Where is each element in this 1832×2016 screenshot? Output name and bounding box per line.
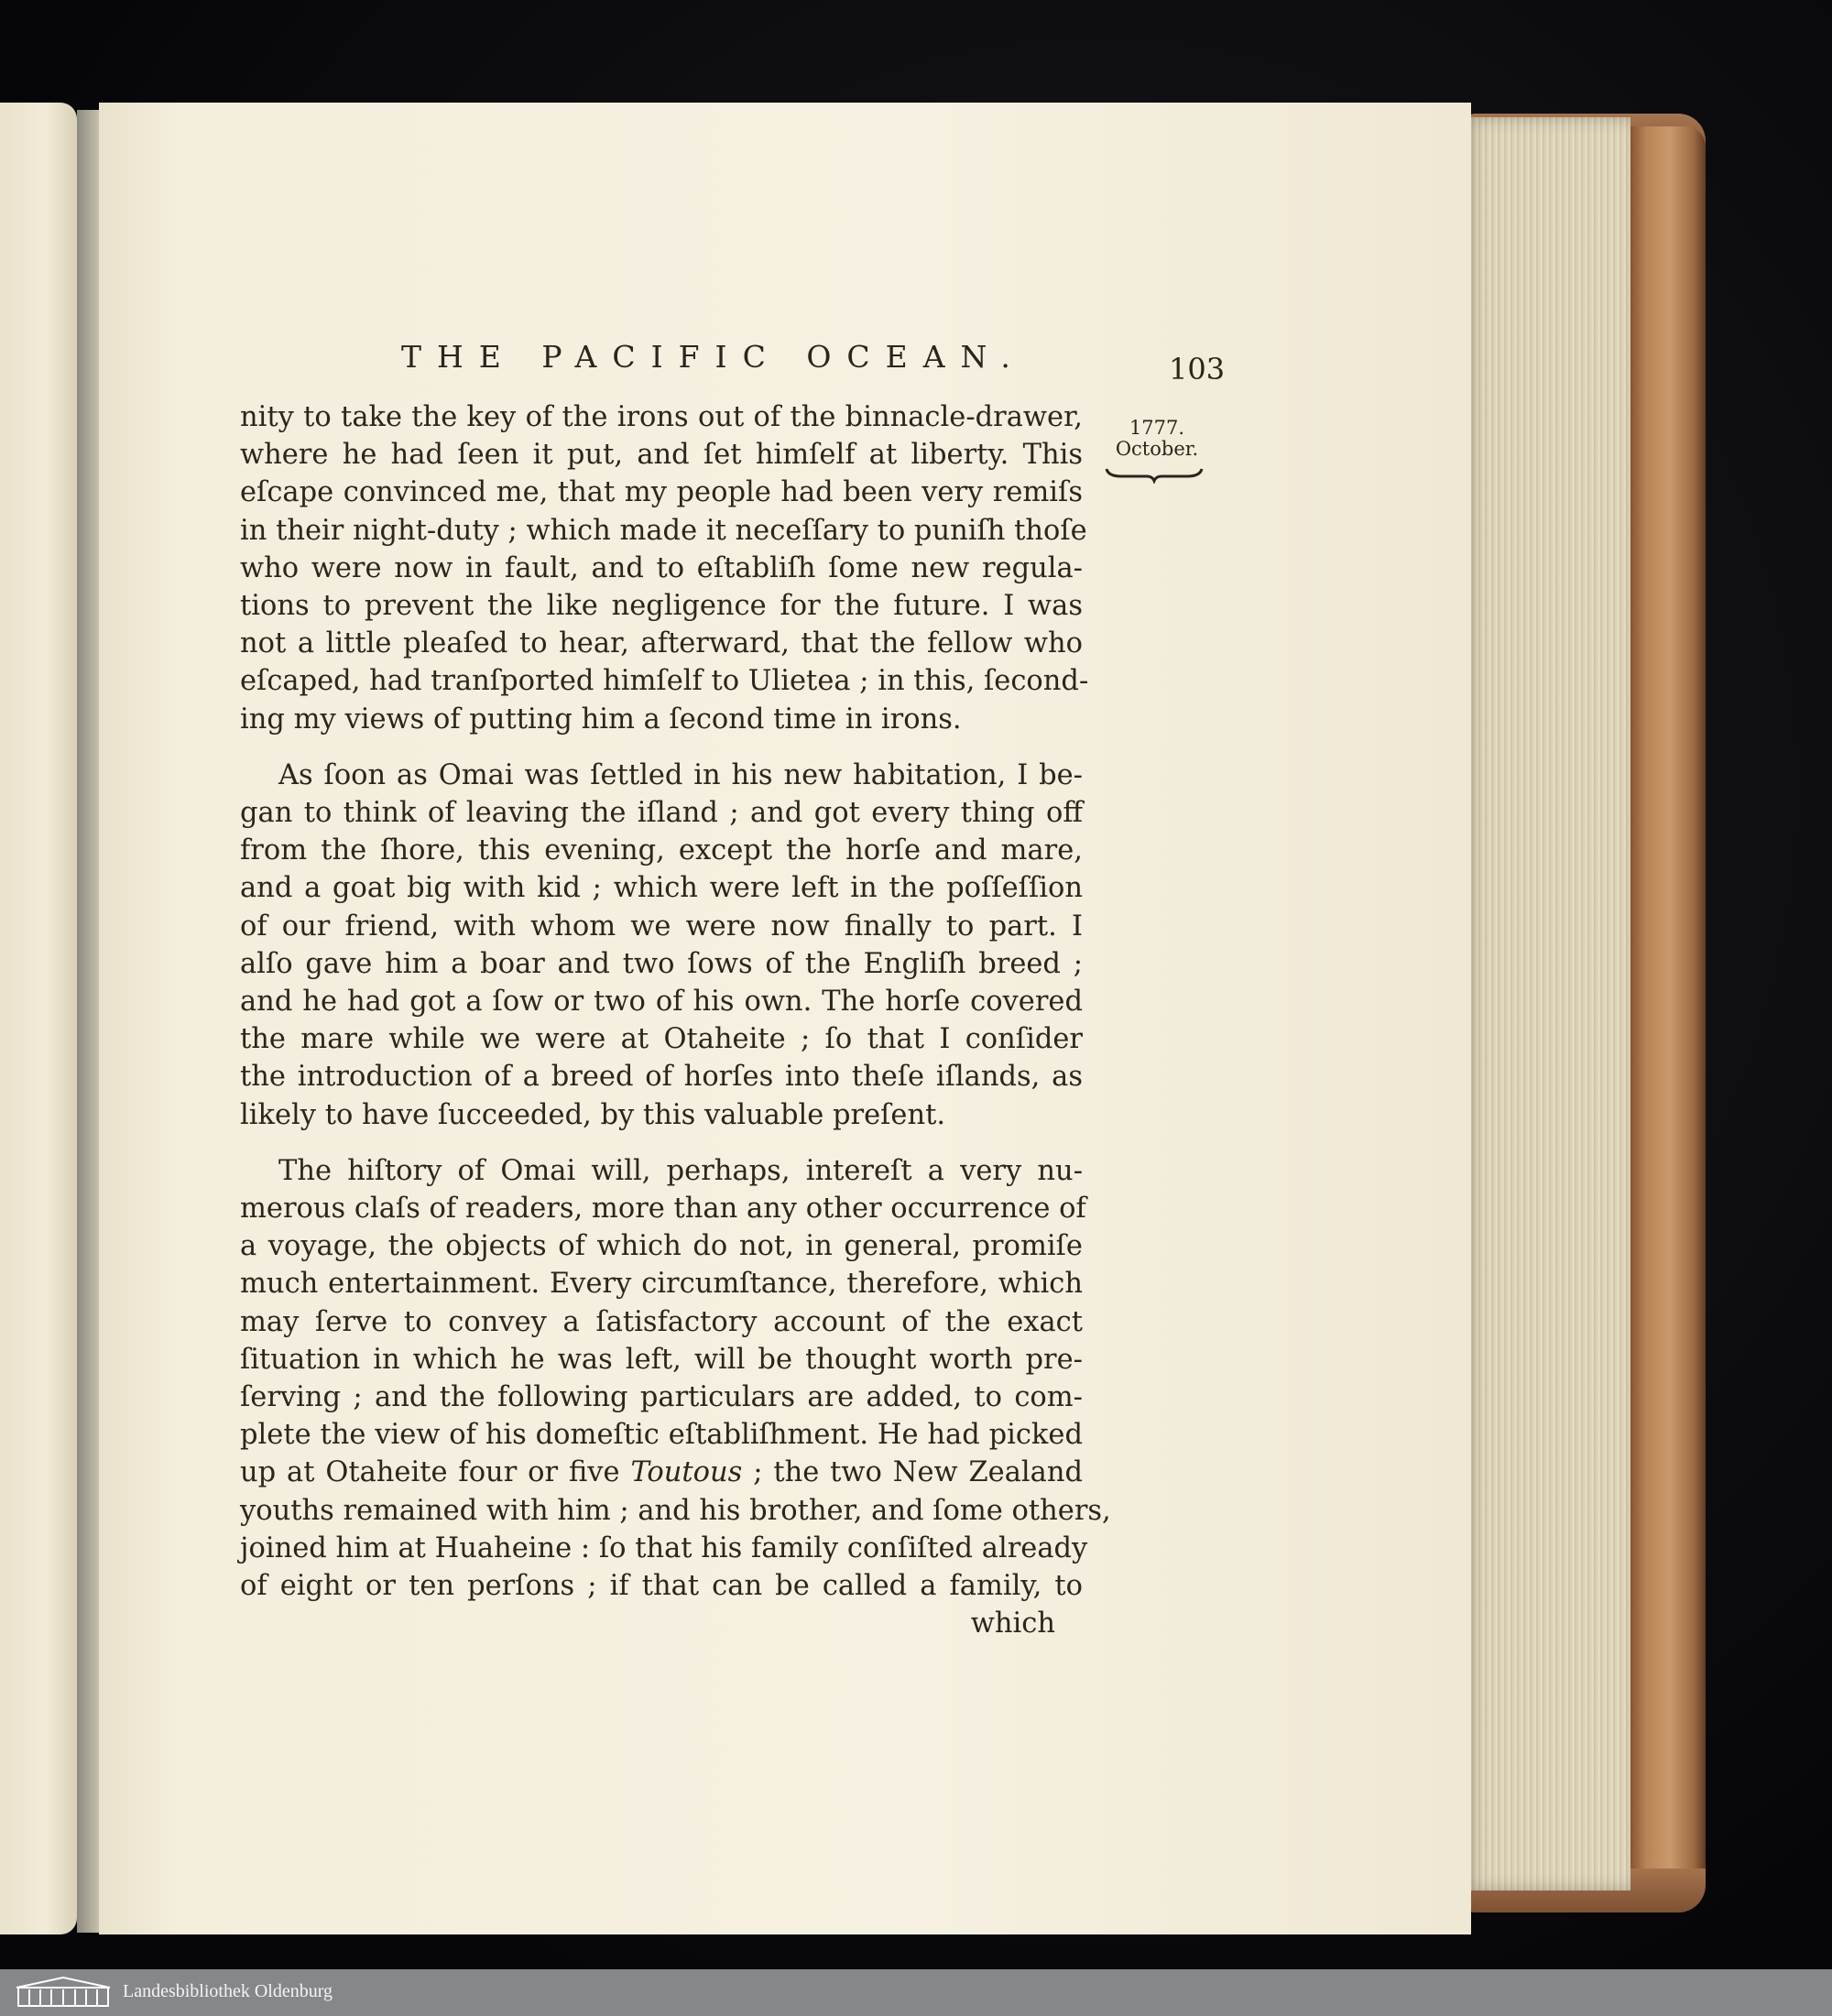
text-line: may ſerve to convey a ſatisfactory account of the exact [240, 1305, 1083, 1338]
text-line: ing my views of putting him a ſecond time in irons. [240, 703, 962, 736]
text-line: nity to take the key of the irons out of the binnacle-drawer, [240, 401, 1083, 433]
text-line: ſerving ; and the following particulars are added, to com- [240, 1381, 1083, 1414]
text-line: plete the view of his domeſtic eſtabliſhment. He had picked [240, 1419, 1083, 1452]
text-line: a voyage, the objects of which do not, in general, promiſe [240, 1230, 1083, 1263]
text-line: from the ſhore, this evening, except the horſe and mare, [240, 834, 1083, 867]
text-line: The hiſtory of Omai will, perhaps, intereſt a very nu- [278, 1154, 1083, 1187]
library-building-icon [13, 1975, 114, 2010]
leather-binding [1627, 126, 1706, 1894]
body-text [240, 398, 1111, 1643]
text-line: much entertainment. Every circumſtance, therefore, which [240, 1268, 1083, 1301]
italic-line-after: ; the two New Zealand [742, 1456, 1083, 1489]
text-line: As ſoon as Omai was ſettled in his new habitation, I be- [278, 758, 1083, 791]
text-line: of eight or ten perſons ; if that can be called a family, to [240, 1570, 1083, 1603]
italic-line-before: up at Otaheite four or five [240, 1456, 631, 1489]
text-line: the mare while we were at Otaheite ; ſo that I conſider [240, 1023, 1083, 1056]
text-line: joined him at Huaheine : ſo that his family conſiſted already [240, 1531, 1088, 1564]
text-line: of our friend, with whom we were now finally to part. I [240, 910, 1083, 943]
previous-page-edge [0, 103, 77, 1934]
page-fore-edge [1462, 117, 1630, 1891]
text-line: tions to prevent the like negligence for the future. I was [240, 590, 1083, 623]
margin-note-month: October. [1115, 438, 1199, 460]
text-line: where he had ſeen it put, and ſet himſelf at liberty. This [240, 439, 1083, 472]
text-line-italic [240, 1454, 1083, 1491]
catchword: which [970, 1607, 1055, 1640]
margin-brace-icon [1103, 465, 1205, 484]
text-line: eſcaped, had tranſported himſelf to Ulietea ; in this, ſecond- [240, 665, 1089, 698]
text-line: and he had got a ſow or two of his own. The horſe covered [240, 986, 1083, 1019]
text-line: in their night-duty ; which made it neceſſary to puniſh thoſe [240, 514, 1087, 547]
text-line: and a goat big with kid ; which were left in the poſſeſſion [240, 872, 1083, 905]
page-number: 103 [1169, 352, 1226, 387]
running-head: THE PACIFIC OCEAN. [401, 339, 1026, 375]
paragraph-2 [240, 757, 1083, 1134]
text-line: ſituation in which he was left, will be thought worth pre- [240, 1343, 1083, 1376]
text-line: not a little pleaſed to hear, afterward, that the fellow who [240, 627, 1083, 660]
text-line: likely to have ſucceeded, by this valuable preſent. [240, 1098, 946, 1131]
library-name: Landesbibliothek Oldenburg [123, 1981, 333, 2001]
library-footer [0, 1969, 1832, 2016]
margin-note-year: 1777. [1129, 417, 1185, 439]
text-line: merous claſs of readers, more than any other occurrence of [240, 1193, 1086, 1226]
italic-term: Toutous [630, 1456, 743, 1489]
text-line: gan to think of leaving the iſland ; and got every thing off [240, 797, 1083, 830]
text-line: youths remained with him ; and his brother, and ſome others, [240, 1494, 1111, 1527]
paragraph-1 [240, 398, 1089, 738]
text-line: eſcape convinced me, that my people had been very remiſs [240, 476, 1083, 509]
text-line: alſo gave him a boar and two ſows of the Engliſh breed ; [240, 947, 1083, 980]
text-line: the introduction of a breed of horſes into theſe iſlands, as [240, 1061, 1083, 1094]
text-line: who were now in fault, and to eſtabliſh ſome new regula- [240, 551, 1083, 584]
paragraph-3 [240, 1152, 1111, 1605]
